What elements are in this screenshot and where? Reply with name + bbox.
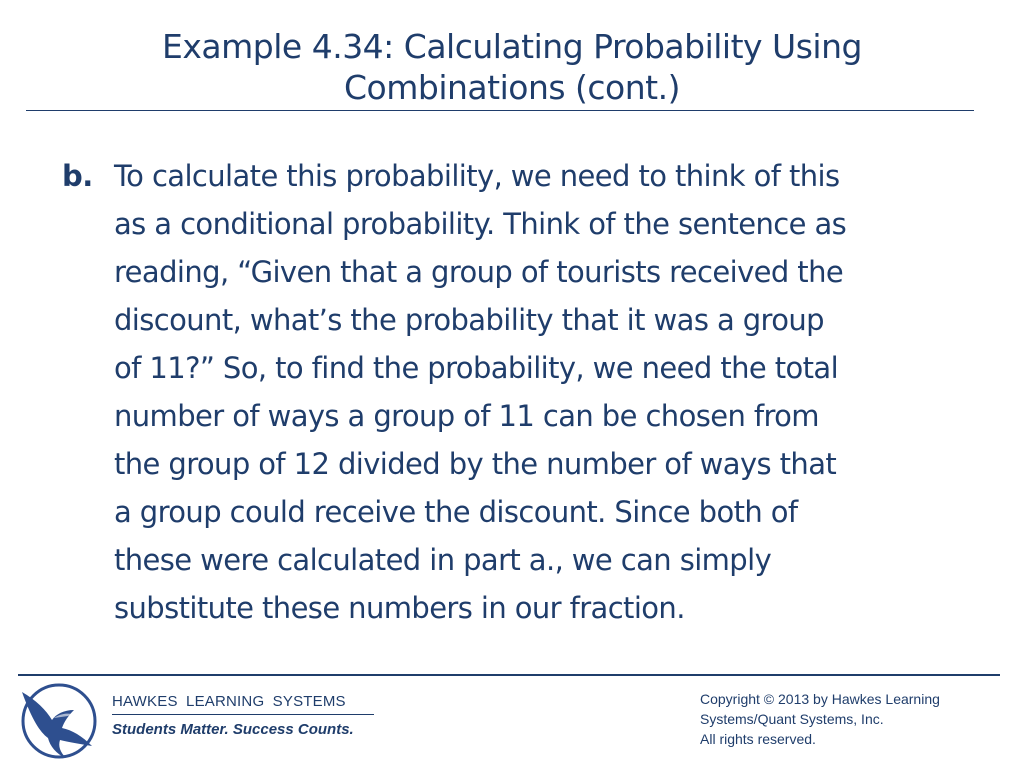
slide-title-line-2: Combinations (cont.) bbox=[344, 68, 680, 107]
brand-name: HAWKES LEARNING SYSTEMS bbox=[112, 693, 346, 710]
copyright-notice bbox=[700, 689, 1000, 749]
body-line: as a conditional probability. Think of the sentence as bbox=[114, 207, 847, 241]
footer-divider bbox=[18, 674, 1000, 676]
body-line: these were calculated in part a., we can simply bbox=[114, 543, 772, 577]
copyright-line-2: Systems/Quant Systems, Inc. bbox=[700, 711, 884, 727]
copyright-line-1: Copyright © 2013 by Hawkes Learning bbox=[700, 691, 940, 707]
body-line: the group of 12 divided by the number of ways that bbox=[114, 447, 837, 481]
list-item-body bbox=[114, 152, 994, 632]
body-line: reading, “Given that a group of tourists received the bbox=[114, 255, 844, 289]
title-divider bbox=[26, 110, 974, 111]
slide-title-line-1: Example 4.34: Calculating Probability Using bbox=[162, 27, 862, 66]
eagle-icon bbox=[16, 680, 102, 760]
slide-title bbox=[40, 26, 984, 108]
copyright-line-3: All rights reserved. bbox=[700, 731, 816, 747]
brand-divider bbox=[112, 714, 374, 715]
tagline: Students Matter. Success Counts. bbox=[112, 721, 354, 738]
list-item-marker: b. bbox=[62, 159, 93, 193]
body-line: To calculate this probability, we need to think of this bbox=[114, 159, 840, 193]
body-line: substitute these numbers in our fraction. bbox=[114, 591, 685, 625]
body-line: number of ways a group of 11 can be chosen from bbox=[114, 399, 819, 433]
body-line: discount, what’s the probability that it was a group bbox=[114, 303, 824, 337]
body-line: of 11?” So, to find the probability, we need the total bbox=[114, 351, 839, 385]
body-line: a group could receive the discount. Since both of bbox=[114, 495, 798, 529]
